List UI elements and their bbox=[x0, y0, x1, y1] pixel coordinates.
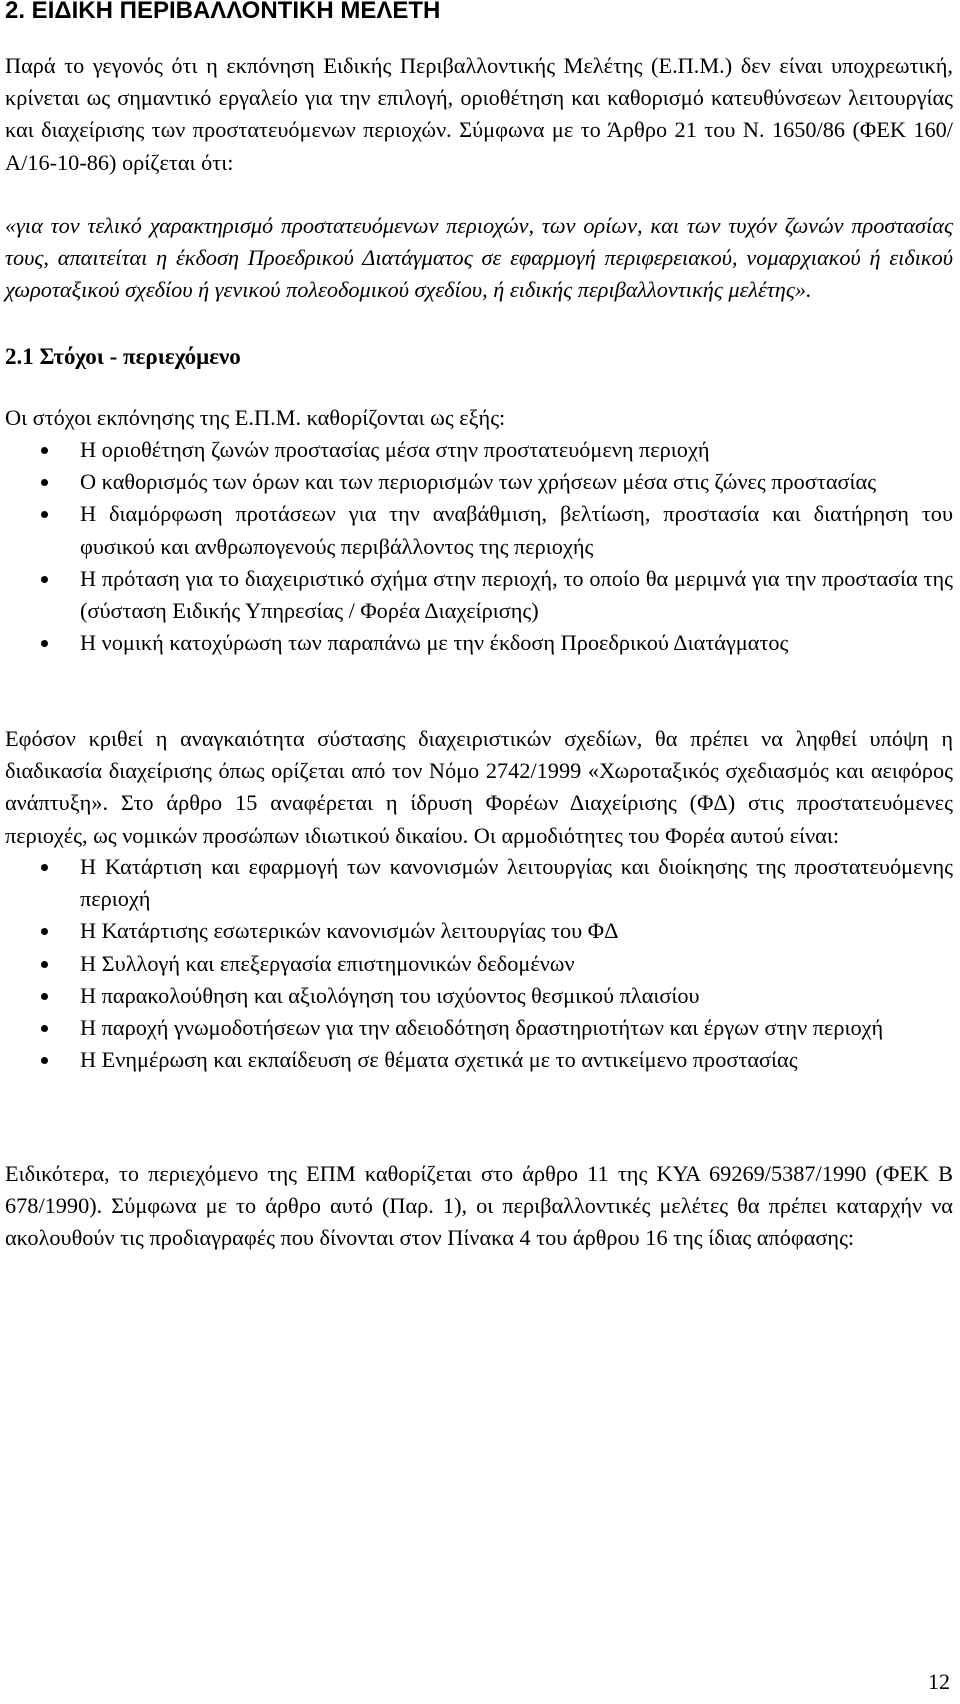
responsibilities-list bbox=[5, 851, 953, 1076]
list-item: Η παροχή γνωμοδοτήσεων για την αδειοδότηση δραστηριοτήτων και έργων στην περιοχή bbox=[5, 1012, 953, 1044]
list-item: Η νομική κατοχύρωση των παραπάνω με την έκδοση Προεδρικού Διατάγματος bbox=[5, 627, 953, 659]
list-item: Η οριοθέτηση ζωνών προστασίας μέσα στην προστατευόμενη περιοχή bbox=[5, 434, 953, 466]
objectives-list bbox=[5, 434, 953, 659]
management-paragraph: Εφόσον κριθεί η αναγκαιότητα σύστασης διαχειριστικών σχεδίων, θα πρέπει να ληφθεί υπόψη η διαδικασία διαχείρισης όπως ορίζεται από τον Νόμο 2742/1999 «Χωροταξικός σχεδιασμός και αειφόρος ανάπτυξη». Στο άρθρο 15 αναφέρεται η ίδρυση Φορέων Διαχείρισης (ΦΔ) στις προστατευόμενες περιοχές, ως νομικών προσώπων ιδιωτικού δικαίου. Οι αρμοδιότητες του Φορέα αυτού είναι: bbox=[5, 726, 953, 848]
list-item: Ο καθορισμός των όρων και των περιορισμών των χρήσεων μέσα στις ζώνες προστασίας bbox=[5, 466, 953, 498]
list-item: Η Ενημέρωση και εκπαίδευση σε θέματα σχετικά με το αντικείμενο προστασίας bbox=[5, 1044, 953, 1076]
list-item: Η διαμόρφωση προτάσεων για την αναβάθμιση, βελτίωση, προστασία και διατήρηση του φυσικού και ανθρωπογενούς περιβάλλοντος της περιοχής bbox=[5, 498, 953, 562]
list-item: Η Συλλογή και επεξεργασία επιστημονικών δεδομένων bbox=[5, 948, 953, 980]
intro-paragraph: Παρά το γεγονός ότι η εκπόνηση Ειδικής Περιβαλλοντικής Μελέτης (Ε.Π.Μ.) δεν είναι υποχρεωτική, κρίνεται ως σημαντικό εργαλείο για την επιλογή, οριοθέτηση και καθορισμό κατευθύνσεων λειτουργίας και διαχείρισης των προστατευόμενων περιοχών. Σύμφωνα με το Άρθρο 21 του Ν. 1650/86 (ΦΕΚ 160/Α/16-10-86) ορίζεται ότι: bbox=[5, 53, 953, 175]
subsection-heading: 2.1 Στόχοι - περιεχόμενο bbox=[5, 344, 241, 369]
closing-paragraph: Ειδικότερα, το περιεχόμενο της ΕΠΜ καθορίζεται στο άρθρο 11 της ΚΥΑ 69269/5387/1990 (ΦΕΚ Β 678/1990). Σύμφωνα με το άρθρο αυτό (Παρ. 1), οι περιβαλλοντικές μελέτες θα πρέπει καταρχήν να ακολουθούν τις προδιαγραφές που δίνονται στον Πίνακα 4 του άρθρου 16 της ίδιας απόφασης: bbox=[5, 1161, 953, 1251]
list-item: Η Κατάρτιση και εφαρμογή των κανονισμών λειτουργίας και διοίκησης της προστατευόμενης περιοχή bbox=[5, 851, 953, 915]
quote-paragraph: «για τον τελικό χαρακτηρισμό προστατευόμενων περιοχών, των ορίων, και των τυχόν ζωνών προστασίας τους, απαιτείται η έκδοση Προεδρικού Διατάγματος σε εφαρμογή περιφερειακού, νομαρχιακού ή ειδικού χωροταξικού σχεδίου ή γενικού πολεοδομικού σχεδίου, ή ειδικής περιβαλλοντικής μελέτης». bbox=[5, 213, 953, 303]
list-item: Η Κατάρτισης εσωτερικών κανονισμών λειτουργίας του ΦΔ bbox=[5, 915, 953, 947]
section-heading: 2. ΕΙΔΙΚΗ ΠΕΡΙΒΑΛΛΟΝΤΙΚΗ ΜΕΛΕΤΗ bbox=[5, 0, 441, 24]
list-item: Η πρόταση για το διαχειριστικό σχήμα στην περιοχή, το οποίο θα μεριμνά για την προστασία της (σύσταση Ειδικής Υπηρεσίας / Φορέα Διαχείρισης) bbox=[5, 563, 953, 627]
page-number: 12 bbox=[928, 1669, 950, 1694]
list-item: Η παρακολούθηση και αξιολόγηση του ισχύοντος θεσμικού πλαισίου bbox=[5, 980, 953, 1012]
objectives-intro: Οι στόχοι εκπόνησης της Ε.Π.Μ. καθορίζονται ως εξής: bbox=[5, 405, 506, 430]
